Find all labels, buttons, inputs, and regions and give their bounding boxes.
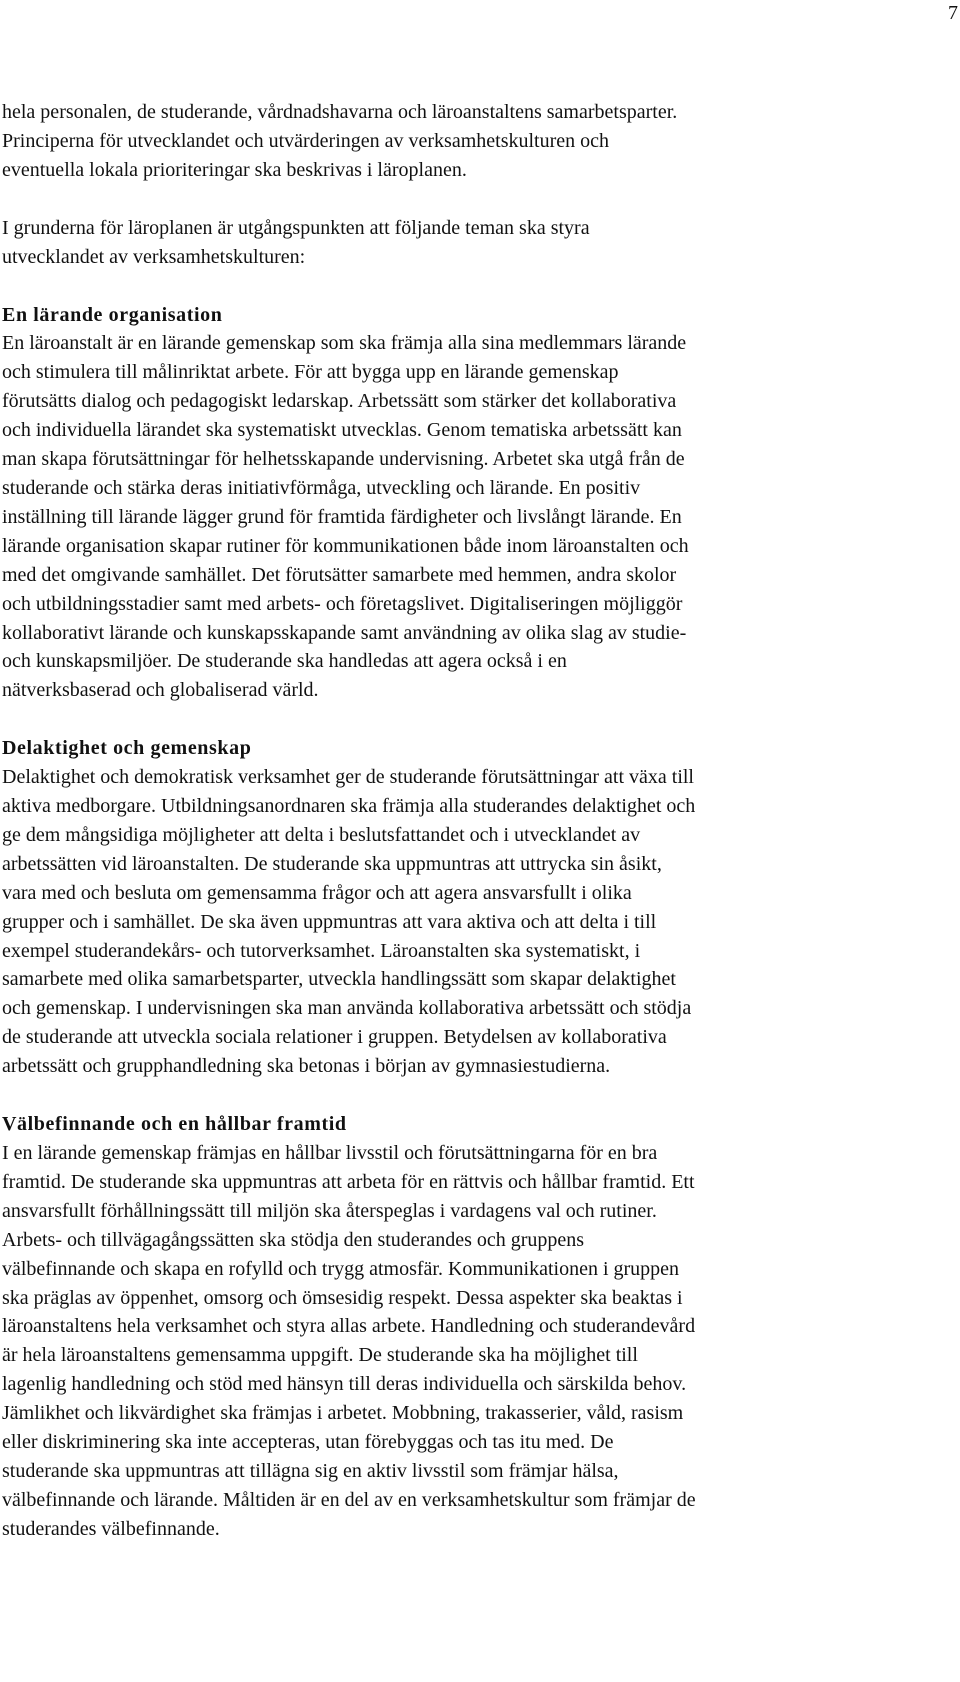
text-line: ansvarsfullt förhållningssätt till miljön ska återspeglas i vardagens val och rutiner.: [2, 1199, 657, 1222]
paragraph-gap: [2, 272, 960, 301]
text-line: välbefinnande och lärande. Måltiden är en del av en verksamhetskultur som främjar de: [2, 1488, 696, 1511]
text-line: nätverksbaserad och globaliserad värld.: [2, 679, 319, 702]
text-line: I grunderna för läroplanen är utgångspunkten att följande teman ska styra: [2, 216, 590, 239]
section-heading: Delaktighet och gemenskap: [2, 737, 252, 760]
text-line: studerande och stärka deras initiativförmåga, utveckling och lärande. En positiv: [2, 476, 641, 499]
paragraph-gap: [2, 705, 960, 734]
text-line: inställning till lärande lägger grund för framtida färdigheter och livslångt lärande. En: [2, 505, 682, 528]
text-line: och kunskapsmiljöer. De studerande ska handledas att agera också i en: [2, 650, 567, 673]
text-line: aktiva medborgare. Utbildningsanordnaren ska främja alla studerandes delaktighet och: [2, 795, 696, 818]
text-line: och gemenskap. I undervisningen ska man använda kollaborativa arbetssätt och stödja: [2, 997, 692, 1020]
text-line: samarbete med olika samarbetsparter, utveckla handlingssätt som skapar delaktighet: [2, 968, 676, 991]
text-line: eventuella lokala prioriteringar ska beskrivas i läroplanen.: [2, 158, 467, 181]
text-line: Jämlikhet och likvärdighet ska främjas i arbetet. Mobbning, trakasserier, våld, rasism: [2, 1402, 684, 1425]
text-line: Arbets- och tillvägagångssätten ska stödja den studerandes och gruppens: [2, 1228, 585, 1251]
intro-paragraph: [2, 98, 960, 185]
text-line: kollaborativt lärande och kunskapsskapande samt användning av olika slag av studie-: [2, 621, 687, 644]
section-delaktighet: [2, 734, 960, 1081]
section-välbefinnande: [2, 1110, 960, 1544]
page-number: 7: [948, 2, 958, 24]
section-heading: En lärande organisation: [2, 303, 223, 326]
text-line: med det omgivande samhället. Det förutsätter samarbete med hemmen, andra skolor: [2, 563, 677, 586]
section-paragraph: [2, 763, 960, 1081]
text-line: I en lärande gemenskap främjas en hållbar livsstil och förutsättningarna för en bra: [2, 1142, 658, 1164]
text-line: eller diskriminering ska inte accepteras, utan förebyggas och tas itu med. De: [2, 1431, 614, 1454]
text-line: arbetssätten vid läroanstalten. De studerande ska uppmuntras att uttrycka sin åsikt,: [2, 852, 662, 875]
text-line: man skapa förutsättningar för helhetsskapande undervisning. Arbetet ska utgå från de: [2, 448, 685, 471]
text-line: lärande organisation skapar rutiner för kommunikationen både inom läroanstalten och: [2, 534, 689, 557]
text-line: hela personalen, de studerande, vårdnadshavarna och läroanstaltens samarbetsparter.: [2, 101, 678, 123]
themes-intro-paragraph: [2, 214, 960, 272]
text-line: förutsätts dialog och pedagogiskt ledarskap. Arbetssätt som stärker det kollaborativa: [2, 390, 677, 413]
text-line: arbetssätt och grupphandledning ska betonas i början av gymnasiestudierna.: [2, 1055, 611, 1078]
text-line: ska präglas av öppenhet, omsorg och ömsesidig respekt. Dessa aspekter ska beaktas i: [2, 1286, 683, 1309]
text-line: läroanstaltens hela verksamhet och styra allas arbete. Handledning och studerandevård: [2, 1315, 696, 1338]
text-line: exempel studerandekårs- och tutorverksamhet. Läroanstalten ska systematiskt, i: [2, 939, 641, 962]
text-line: välbefinnande och skapa en rofylld och trygg atmosfär. Kommunikationen i gruppen: [2, 1257, 680, 1280]
text-line: och individuella lärandet ska systematiskt utvecklas. Genom tematiska arbetssätt kan: [2, 419, 682, 442]
text-line: vara med och besluta om gemensamma frågor och att agera ansvarsfullt i olika: [2, 881, 632, 904]
document-body: [0, 98, 960, 1544]
section-lärande-organisation: [2, 301, 960, 706]
text-line: Principerna för utvecklandet och utvärderingen av verksamhetskulturen och: [2, 129, 610, 152]
text-line: är hela läroanstaltens gemensamma uppgift. De studerande ska ha möjlighet till: [2, 1344, 638, 1367]
section-heading: Välbefinnande och en hållbar framtid: [2, 1113, 347, 1136]
text-line: studerande ska uppmuntras att tillägna sig en aktiv livsstil som främjar hälsa,: [2, 1459, 619, 1482]
text-line: ge dem mångsidiga möjligheter att delta i beslutsfattandet och i utvecklandet av: [2, 823, 641, 846]
text-line: lagenlig handledning och stöd med hänsyn till deras individuella och särskilda behov.: [2, 1373, 687, 1396]
text-line: studerandes välbefinnande.: [2, 1517, 220, 1540]
text-line: framtid. De studerande ska uppmuntras att arbeta för en rättvis och hållbar framtid. Ett: [2, 1170, 695, 1193]
paragraph-gap: [2, 1081, 960, 1110]
text-line: de studerande att utveckla sociala relationer i gruppen. Betydelsen av kollaborativa: [2, 1026, 667, 1049]
section-paragraph: [2, 329, 960, 705]
paragraph-gap: [2, 185, 960, 214]
text-line: Delaktighet och demokratisk verksamhet ger de studerande förutsättningar att växa till: [2, 766, 694, 789]
section-paragraph: [2, 1139, 960, 1544]
text-line: och stimulera till målinriktat arbete. För att bygga upp en lärande gemenskap: [2, 361, 619, 384]
text-line: grupper och i samhället. De ska även uppmuntras att vara aktiva och att delta i till: [2, 910, 657, 933]
text-line: och utbildningsstadier samt med arbets- och företagslivet. Digitaliseringen möjliggör: [2, 592, 683, 615]
text-line: En läroanstalt är en lärande gemenskap som ska främja alla sina medlemmars lärande: [2, 332, 687, 355]
text-line: utvecklandet av verksamhetskulturen:: [2, 245, 306, 268]
